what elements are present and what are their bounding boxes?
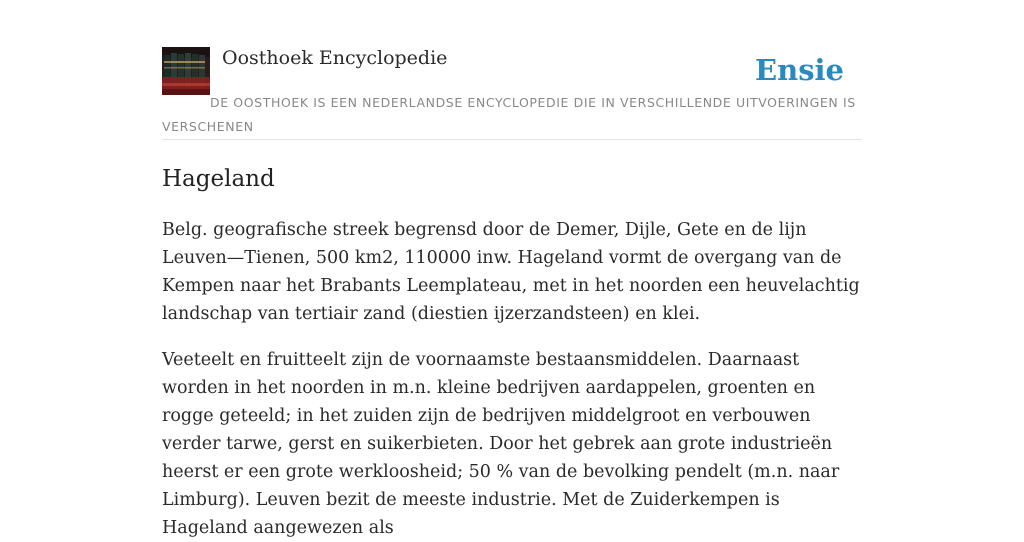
book-volumes-icon bbox=[162, 47, 210, 95]
article-paragraph-1: Belg. geografische streek begrensd door de Demer, Dijle, Gete en de lijn Leuven—Tienen, 500 km2, 110000 inw. Hageland vormt de overgang van de Kempen naar het Brabants Leemplateau, met in het noorden een heuvelachtig landschap van tertiair zand (diestien ijzerzandsteen) en klei. bbox=[162, 220, 860, 324]
brand-logo[interactable]: Ensie bbox=[755, 53, 844, 87]
article-paragraph-2: Veeteelt en fruitteelt zijn de voornaamste bestaansmiddelen. Daarnaast worden in het noorden in m.n. kleine bedrijven aardappelen, groenten en rogge geteeld; in het zuiden zijn de bedrijven middelgroot en verbouwen verder tarwe, gerst en suikerbieten. Door het gebrek aan grote industrieën heerst er een grote werkloosheid; 50 % van de bevolking pendelt (m.n. naar Limburg). Leuven bezit de meeste industrie. Met de Zuiderkempen is Hageland aangewezen als bbox=[162, 350, 840, 538]
site-tagline: DE OOSTHOEK IS EEN NEDERLANDSE ENCYCLOPEDIE DIE IN VERSCHILLENDE UITVOERINGEN IS VERSCHENEN bbox=[162, 95, 856, 134]
article-title: Hageland bbox=[162, 166, 275, 192]
article-content bbox=[162, 162, 862, 542]
site-name[interactable]: Oosthoek Encyclopedie bbox=[222, 47, 448, 69]
site-header bbox=[162, 46, 862, 140]
encyclopedia-avatar-icon[interactable] bbox=[162, 47, 210, 95]
